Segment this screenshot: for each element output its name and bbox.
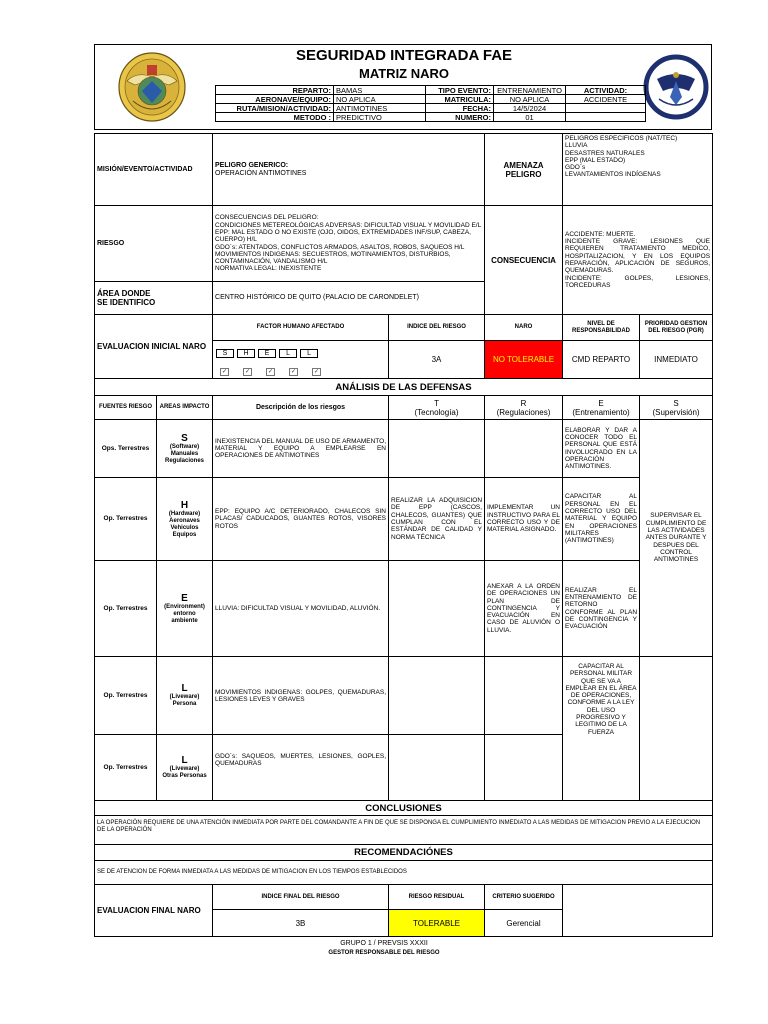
area-value: CENTRO HISTÓRICO DE QUITO (PALACIO DE CARONDELET) (213, 282, 485, 315)
header-row (216, 95, 646, 104)
defensas-title: ANÁLISIS DE LAS DEFENSAS (95, 379, 713, 396)
prioridad-gestion-header: PRIORIDAD GESTION DEL RIESGO (PGR) (640, 315, 713, 341)
defensa-regulaciones (485, 735, 563, 801)
area-impacto-text: (Hardware) Aeronaves Vehiculos Equipos (168, 510, 201, 538)
area-impacto (157, 657, 213, 735)
peligro-generico-label: PELIGRO GENERICO: (215, 161, 289, 169)
field-label: NUMERO: (426, 113, 494, 122)
defensa-entrenamiento: CAPACITAR AL PERSONAL MILITAR QUE SE VA A EMPLEAR EN EL ÁREA DE OPERACIONES, CONFORME A LA LEY DEL USO PROGRESIVO Y LEGITIMO DE LA FUERZA (563, 657, 640, 801)
area-impacto (157, 561, 213, 657)
amenaza-peligro-label: AMENAZA PELIGRO (485, 134, 563, 206)
peligro-generico-value: OPERACIÓN ANTIMOTINES (215, 169, 307, 177)
field-label: METODO : (216, 113, 334, 122)
riesgo-residual-header: RIESGO RESIDUAL (389, 885, 485, 910)
defensa-tecnologia (389, 420, 485, 478)
field-label: ACTIVIDAD: (566, 86, 646, 95)
field-value: ACCIDENTE (566, 95, 646, 104)
shell-letter: L (181, 755, 188, 766)
empty-cell (566, 104, 646, 113)
defensa-regulaciones: IMPLEMENTAR UN INSTRUCTIVO PARA EL CORRECTO USO Y DE MATERIAL ASIGNADO. (485, 478, 563, 561)
prioridad-gestion-value: INMEDIATO (640, 341, 713, 379)
area-impacto (157, 478, 213, 561)
defensa-entrenamiento: REALIZAR EL ENTRENAMIENTO DE RETORNO CONFORME AL PLAN DE CONTINGENCIA Y EVACUACIÓN (563, 561, 640, 657)
indice-final-value: 3B (213, 910, 389, 937)
empty-cell (566, 113, 646, 122)
document-title: SEGURIDAD INTEGRADA FAE (295, 47, 513, 64)
footer-group: GRUPO 1 / PREVSIS XXXII (340, 940, 428, 947)
indice-riesgo-value: 3A (389, 341, 485, 379)
recomendaciones-title-row (95, 845, 713, 861)
shell-letter: E (181, 592, 188, 604)
area-impacto (157, 420, 213, 478)
eval-inicial-header-row (95, 315, 713, 341)
defensa-supervision: SUPERVISAR EL CUMPLIMIENTO DE LAS ACTIVIDADES ANTES DURANTE Y DESPUES DEL CONTROL ANTIMOTINES (640, 420, 713, 657)
area-impacto-text: (Liveware) Persona (169, 694, 200, 707)
defensa-regulaciones (485, 657, 563, 735)
check-icon: ✓ (268, 369, 274, 375)
defensa-tecnologia (389, 735, 485, 801)
field-value: BAMAS (334, 86, 426, 95)
check-icon: ✓ (291, 369, 297, 375)
defensa-row-software (95, 420, 713, 478)
shell-letter-s: S (216, 349, 234, 358)
defensa-regulaciones: ANEXAR A LA ORDEN DE OPERACIONES UN PLAN DE CONTINGENCIA Y EVACUACIÓN EN CASO DE ALUVIÓN O LLUVIA. (485, 561, 563, 657)
riesgo-descripcion: INEXISTENCIA DEL MANUAL DE USO DE ARMAMENTO, MATERIAL Y EQUIPO A EMPLEARSE EN OPERACIONES DE ANTIMOTINES (213, 420, 389, 478)
naro-header: NARO (485, 315, 563, 341)
fuente-riesgo: Ops. Terrestres (95, 420, 157, 478)
riesgo-residual-value: TOLERABLE (389, 910, 485, 937)
fuente-riesgo: Op. Terrestres (95, 561, 157, 657)
conclusiones-title-row (95, 801, 713, 816)
header-row (216, 113, 646, 122)
field-value: 01 (494, 113, 566, 122)
riesgo-row (95, 206, 713, 282)
mision-label: MISIÓN/EVENTO/ACTIVIDAD (95, 134, 213, 206)
conclusiones-text-row (95, 816, 713, 845)
nivel-responsabilidad-header: NIVEL DE RESPONSABILIDAD (563, 315, 640, 341)
header-fields-table (215, 85, 646, 122)
field-label: TIPO EVENTO: (426, 86, 494, 95)
eval-final-label: EVALUACION FINAL NARO (95, 885, 213, 937)
riesgo-label: RIESGO (95, 206, 213, 282)
areas-impacto-header: AREAS IMPACTO (157, 396, 213, 420)
shell-letter-l: L (279, 349, 297, 358)
supervision-header: S (Supervisión) (640, 396, 713, 420)
riesgo-descripcion: MOVIMIENTOS INDIGENAS: GOLPES, QUEMADURAS, LESIONES LEVES Y GRAVES (213, 657, 389, 735)
field-value: NO APLICA (334, 95, 426, 104)
defensa-entrenamiento: ELABORAR Y DAR A CONOCER TODO EL PERSONAL QUE ESTÁ INVOLUCRADO EN LA OPERACIÓN ANTIMOTINES. (563, 420, 640, 478)
factor-humano-header: FACTOR HUMANO AFECTADO (213, 315, 389, 341)
recomendaciones-text-row (95, 861, 713, 885)
regulaciones-header: R (Regulaciones) (485, 396, 563, 420)
fuentes-riesgo-header: FUENTES RIESGO (95, 396, 157, 420)
field-label: RUTA/MISION/ACTIVIDAD: (216, 104, 334, 113)
header-row (216, 104, 646, 113)
indice-riesgo-header: INDICE DEL RIESGO (389, 315, 485, 341)
descripcion-header: Descripción de los riesgos (213, 396, 389, 420)
check-icon: ✓ (314, 369, 320, 375)
defensas-header-row (95, 396, 713, 420)
area-impacto-text: (Liveware) Otras Personas (162, 766, 207, 779)
field-value: PREDICTIVO (334, 113, 426, 122)
riesgo-descripcion: EPP: EQUIPO A/C DETERIORADO, CHALECOS SIN PLACAS/ CADUCADOS, GUANTES ROTOS, VISORES ROTOS (213, 478, 389, 561)
naro-value: NO TOLERABLE (485, 341, 563, 379)
field-label: FECHA: (426, 104, 494, 113)
recomendaciones-text: SE DE ATENCION DE FORMA INMEDIATA A LAS MEDIDAS DE MITIGACION EN LOS TIEMPOS ESTABLECIDOS (95, 861, 713, 885)
fuente-riesgo: Op. Terrestres (95, 657, 157, 735)
document-header (94, 44, 712, 130)
defensa-row-hardware (95, 478, 713, 561)
defensa-entrenamiento: CAPACITAR AL PERSONAL EN EL CORRECTO USO DEL MATERIAL Y EQUIPO EN OPERACIONES MILITARES (ANTIMOTINES) (563, 478, 640, 561)
field-value: ENTRENAMIENTO (494, 86, 566, 95)
mision-row (95, 134, 713, 206)
shell-letter-e: E (258, 349, 276, 358)
criterio-sugerido-header: CRITERIO SUGERIDO (485, 885, 563, 910)
amenaza-peligro-value: PELIGROS ESPECIFICOS (NAT/TEC) LLUVIA DESASTRES NATURALES EPP (MAL ESTADO) GDO´s LEVANTAMIENTOS INDÍGENAS (563, 134, 713, 206)
field-label: AERONAVE/EQUIPO: (216, 95, 334, 104)
field-label: MATRICULA: (426, 95, 494, 104)
shell-letter-l: L (300, 349, 318, 358)
header-row (216, 86, 646, 95)
field-value: 14/5/2024 (494, 104, 566, 113)
shell-letter: S (181, 432, 188, 444)
area-impacto-text: (Software) Manuales Regulaciones (165, 443, 205, 464)
field-value: ANTIMOTINES (334, 104, 426, 113)
eval-final-empty (563, 885, 713, 937)
tecnologia-header: T (Tecnología) (389, 396, 485, 420)
fuente-riesgo: Op. Terrestres (95, 478, 157, 561)
riesgo-descripcion: GDO´s: SAQUEOS, MUERTES, LESIONES, GOPLES, QUEMADURAS (213, 735, 389, 801)
peligro-generico-cell (213, 134, 485, 206)
shell-letters (216, 342, 388, 360)
consecuencia-value: ACCIDENTE: MUERTE. INCIDENTE GRAVE: LESIONES QUE REQUIEREN TRATAMIENTO MEDICO, HOSPITALIZACION, Y EN LOS EQUIPOS REPARACIÓN, APLICACIÓN DE SEGUROS, QUEMADURAS. INCIDENTE: GOLPES, LESIONES, TORCEDURAS (563, 206, 713, 315)
defensa-row-liveware-persona (95, 657, 713, 735)
field-label: REPARTO: (216, 86, 334, 95)
field-value: NO APLICA (494, 95, 566, 104)
fuente-riesgo: Op. Terrestres (95, 735, 157, 801)
riesgo-value: CONSECUENCIAS DEL PELIGRO: CONDICIONES METEREOLÓGICAS ADVERSAS: DIFICULTAD VISUAL Y MOVILIDAD E/L EPP: MAL ESTADO O NO EXISTE (OJO, OIDOS, EXTREMIDADES INF/SUP, CABEZA, CUERPO) H/L GDO´s: ATENTADOS, CONFLICTOS ARMADOS, ASALTOS, ROBOS, SAQUEOS H/L MOVIMIENTOS INDIGENAS: SECUESTROS, MOTINAMIENTOS, DISTURBIOS, CONTAMINACIÓN, VANDALISMO H/L NORMATIVA LEGAL: INEXISTENTE (213, 206, 485, 282)
entrenamiento-header: E (Entrenamiento) (563, 396, 640, 420)
area-label: ÁREA DONDE SE IDENTIFICO (95, 282, 213, 315)
defensa-tecnologia: REALIZAR LA ADQUISICION DE EPP (CASCOS, CHALECOS, GUANTES) QUE CUMPLAN CON EL ESTÁNDAR DE CALIDAD Y NORMA TÉCNICA (389, 478, 485, 561)
naro-matrix-table (94, 133, 713, 937)
shell-factors-cell (213, 341, 389, 379)
conclusiones-text: LA OPERACIÓN REQUIERE DE UNA ATENCIÓN INMEDIATA POR PARTE DEL COMANDANTE A FIN DE QUE SE DISPONGA EL CUMPLIMIENTO INMEDIATO A LAS MEDIDAS DE MITIGACION PREVIO A LA EJECUCION DE LA OPERACIÓN (95, 816, 713, 845)
footer-signature-title: GESTOR RESPONSABLE DEL RIESGO (328, 950, 440, 956)
defensa-tecnologia (389, 561, 485, 657)
recomendaciones-title: RECOMENDACIÓNES (95, 845, 713, 861)
consecuencia-label: CONSECUENCIA (485, 206, 563, 315)
defensa-row-environment (95, 561, 713, 657)
document-subtitle: MATRIZ NARO (358, 66, 450, 81)
shell-letter: L (181, 683, 188, 694)
eval-inicial-label: EVALUACION INICIAL NARO (95, 315, 213, 379)
check-icon: ✓ (245, 369, 251, 375)
shell-letter-h: H (237, 349, 255, 358)
area-impacto-text: (Environment) entorno ambiente (164, 603, 205, 624)
eval-final-header-row (95, 885, 713, 910)
defensa-supervision-empty (640, 657, 713, 801)
defensas-title-row (95, 379, 713, 396)
defensa-regulaciones (485, 420, 563, 478)
criterio-sugerido-value: Gerencial (485, 910, 563, 937)
nivel-responsabilidad-value: CMD REPARTO (563, 341, 640, 379)
check-icon: ✓ (222, 369, 228, 375)
area-impacto (157, 735, 213, 801)
indice-final-header: INDICE FINAL DEL RIESGO (213, 885, 389, 910)
conclusiones-title: CONCLUSIONES (95, 801, 713, 816)
shell-checkboxes (216, 360, 388, 378)
riesgo-descripcion: LLUVIA: DIFICULTAD VISUAL Y MOVILIDAD, ALUVIÓN. (213, 561, 389, 657)
defensa-tecnologia (389, 657, 485, 735)
shell-letter: H (180, 499, 189, 511)
